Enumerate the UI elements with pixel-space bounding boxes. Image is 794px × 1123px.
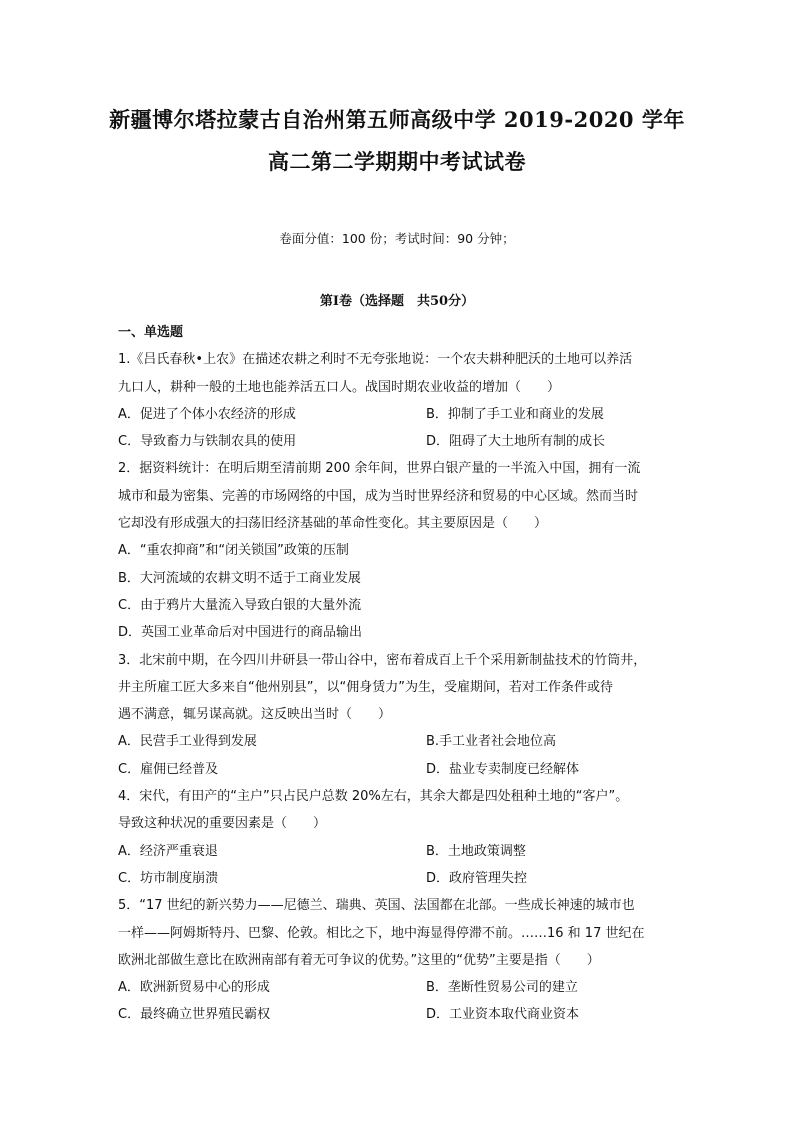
option-b: B．大河流域的农耕文明不适于工商业发展	[118, 570, 361, 586]
option-b: B．抑制了手工业和商业的发展	[426, 406, 604, 422]
question-stem-line: 1.《吕氏春秋•上农》在描述农耕之利时不无夸张地说：一个农夫耕种肥沃的土地可以养活	[118, 352, 633, 368]
exam-content	[118, 319, 678, 1029]
question-stem-line: 遇不满意，辄另谋高就。这反映出当时（ ）	[118, 707, 392, 723]
option-d: D．工业资本取代商业资本	[426, 1007, 580, 1023]
question-stem-line: 九口人，耕种一般的土地也能养活五口人。战国时期农业收益的增加（ ）	[118, 379, 561, 395]
option-a: A．促进了个体小农经济的形成	[118, 406, 296, 422]
option-d: D．政府管理失控	[426, 870, 528, 886]
question-4	[118, 783, 678, 892]
question-2	[118, 455, 678, 646]
option-row	[118, 728, 678, 755]
option-c: C．最终确立世界殖民霸权	[118, 1007, 271, 1023]
option-row	[118, 428, 678, 455]
option-c: C．导致畜力与铁制农具的使用	[118, 434, 297, 450]
section-heading: 第Ⅰ卷（选择题 共50分）	[319, 294, 475, 309]
option-a: A．“重农抑商”和“闭关锁国”政策的压制	[118, 543, 349, 559]
option-b: B.手工业者社会地位高	[426, 734, 557, 750]
option-row	[118, 974, 678, 1001]
option-d: D．阻碍了大土地所有制的成长	[426, 434, 606, 450]
part-heading: 一、单选题	[118, 325, 184, 340]
question-stem-line: 欧洲北部做生意比在欧洲南部有着无可争议的优势。”这里的“优势”主要是指（ ）	[118, 952, 600, 968]
question-stem-line: 4．宋代，有田产的“主户”只占民户总数 20%左右，其余大都是四处租种土地的“客户”。	[118, 789, 629, 805]
question-stem-line: 导致这种状况的重要因素是（ ）	[118, 816, 327, 832]
option-row	[118, 401, 678, 428]
exam-title-line1: 新疆博尔塔拉蒙古自治州第五师高级中学 2019-2020 学年	[109, 107, 685, 132]
question-1	[118, 346, 678, 455]
question-5	[118, 892, 678, 1028]
question-stem-line: 2．据资料统计：在明后期至清前期 200 余年间，世界白银产量的一半流入中国，拥有一流	[118, 461, 641, 477]
option-d: D．英国工业革命后对中国进行的商品输出	[118, 625, 363, 641]
option-c: C．由于鸦片大量流入导致白银的大量外流	[118, 597, 362, 613]
option-a: A．民营手工业得到发展	[118, 734, 257, 750]
option-a: A．欧洲新贸易中心的形成	[118, 980, 270, 996]
option-b: B．土地政策调整	[426, 843, 526, 859]
option-row	[118, 838, 678, 865]
exam-title-line2: 高二第二学期期中考试试卷	[268, 149, 526, 174]
option-row	[118, 756, 678, 783]
question-3	[118, 647, 678, 783]
option-b: B．垄断性贸易公司的建立	[426, 980, 578, 996]
question-stem-line: 3．北宋前中期，在今四川井研县一带山谷中，密布着成百上千个采用新制盐技术的竹筒井，	[118, 652, 647, 668]
question-stem-line: 井主所雇工匠大多来自“他州别县”，以“佣身赁力”为生，受雇期间，若对工作条件或待	[118, 679, 613, 695]
option-row	[118, 865, 678, 892]
option-c: C．坊市制度崩溃	[118, 870, 219, 886]
question-stem-line: 5．“17 世纪的新兴势力——尼德兰、瑞典、英国、法国都在北部。一些成长神速的城市也	[118, 898, 635, 914]
exam-meta: 卷面分值：100 份；考试时间：90 分钟；	[279, 231, 515, 246]
option-row	[118, 1001, 678, 1028]
option-d: D．盐业专卖制度已经解体	[426, 761, 580, 777]
question-stem-line: 它却没有形成强大的扫荡旧经济基础的革命性变化。其主要原因是（ ）	[118, 516, 548, 532]
option-a: A．经济严重衰退	[118, 843, 218, 859]
question-stem-line: 一样——阿姆斯特丹、巴黎、伦敦。相比之下，地中海显得停滞不前。……16 和 17 世纪在	[118, 925, 645, 941]
option-c: C．雇佣已经普及	[118, 761, 219, 777]
question-stem-line: 城市和最为密集、完善的市场网络的中国，成为当时世界经济和贸易的中心区域。然而当时	[118, 488, 639, 504]
